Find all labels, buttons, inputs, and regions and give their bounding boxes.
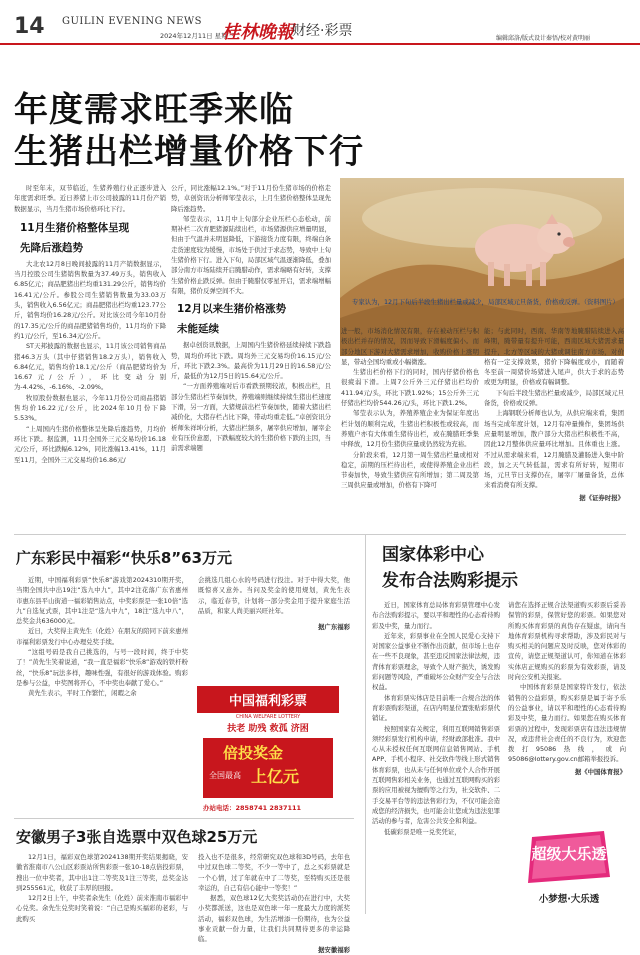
paragraph: 近期，中国福利彩票“快乐8”游戏第2024310期开奖，当期全国共中出19注“选九中九”，其中2注花落广东省惠州市惠东县平山街道一福彩销售站点，中奖彩票是一张10倍“选九”自选复式票，其中1注是“选九中九”，18注“选九中八”，总奖金共636000元。 [16, 576, 188, 626]
main-headline-line2: 生猪出栏增量价格下行 [14, 132, 364, 172]
paragraph: 公斤，同比涨幅12.1%。”对于11月份生猪市场的价格走势，卓创资讯分析师邹莹表示，上月生猪价格整体呈现先降后涨趋势。 [171, 184, 331, 213]
paragraph: 能；与此同时，西南、华南等地腌腊陆续进入高峰期，腌带量有提升可能，西南区域大猪需求量提升，北方等区域的大猪或调往南方市场，对价格有一定支撑效果，猪价下降幅度或小，而随着冬至前一周猪价场猪进入尾声，供大于求的态势或更为明显，价格或有幅调整。 [484, 327, 624, 387]
paragraph: 12月2日上午，中奖者余先生（化姓）前来淮南市福彩中心兑奖。余先生兑奖时笑着说：“自己是购买福彩的老彩，与此购买 [16, 894, 188, 923]
article-source: 据《中国体育报》 [574, 767, 626, 776]
subheading-red: 先降后涨趋势 [20, 241, 83, 254]
ad-brand: 中国福利彩票 [228, 694, 307, 709]
paragraph: 体育彩票实体店是目前唯一合规合法的体育彩票购彩渠道，在店内明显位置张贴彩票代销证。 [372, 693, 500, 723]
paragraph: 近日，大奖得主黄先生（化姓）在朋友的陪同下前来惠州市福利彩票发行中心办理兑奖手续。 [16, 627, 188, 646]
paper-name-en: GUILIN EVENING NEWS [62, 16, 203, 27]
article4-col1 [372, 600, 500, 837]
subheading: 12月以来生猪价格涨势 [177, 303, 287, 316]
article-source: 据广东福彩 [318, 623, 350, 632]
lotto-title: 超级大乐透 [531, 845, 607, 863]
article3-title: 安徽男子3张自选票中双色球25万元 [16, 828, 258, 846]
paragraph: 12月1日，福彩双色球第2024138期开奖结果揭晓，安徽省淮南市八公山区彩票站所售彩票一张10-18点倍投彩票，搜出一位中奖者，其中出1注二等奖及1注三等奖，总奖金达到255561元，收获了丰厚的回报。 [16, 853, 188, 892]
paragraph: ST天邦披露的数据也显示，11月该公司销售商品猪46.3万头（其中仔猪销售18.2万头），销售收入6.84亿元，销售均价18.1元/公斤（商品肥猪均价为16.67元/公斤），环比变动分别为-4.42%、-6.16%、-2.09%。 [14, 342, 166, 392]
paragraph: 大北农12月8日晚间披露的11月产销数据显示，当月控股公司生猪销售数量为37.49万头，销售收入6.85亿元；商品肥猪出栏均重131.29公斤，销售均价16.41元/公斤。参股公司生猪销售数量为33.03万头，销售收入6.56亿元；商品肥猪出栏均重123.77公斤，销售均价16.28元/公斤。对比该公司今年10月份的17.35元/公斤的商品肥猪销售均价，11月均价下降约1元/公斤，至16.34元/公斤。 [14, 259, 166, 340]
article-source: 据《证券时报》 [579, 493, 624, 502]
article2-col2 [198, 575, 350, 632]
paragraph: 牧原股份数据也显示，今年11月份公司商品猪销售均价16.22元/公斤，比2024年10月份下降5.53%。 [14, 393, 166, 423]
column-divider [365, 534, 366, 914]
paragraph: 中国体育彩票是国家特许发行，依法销售的公益彩票，购买彩票是属于寄予乐的公益事业，请以平和理性的心态看待购彩及中奖，量力而行。如果您在购买体育彩票的过程中，发现彩票店有违法违规情况，或违背社会责任的不良行为，欢迎您拨打95086热线，或向95086@lottery.gov.cn邮箱举报投诉。 [508, 683, 626, 764]
paragraph: “一方面养殖端对后市看跌预期较浓，积极出栏，且部分生猪出栏节奏加快，养殖端则继续持续生猪出栏速度下滑，另一方面，大猪规前出栏节奏加快，随着大猪出栏减价化，大猪存栏占比下降，带动均重走低。”卓创资讯分析师朱祥坤分析，大猪出栏频多，屠宰供应增加，屠宰企业有压价意愿，下跌幅度较大的生猪价格下跌的主因，当前需求端题 [171, 382, 331, 453]
main-article-col2 [171, 183, 331, 454]
paragraph: 分阶段来看，12月第一周生猪出栏量或相对稳定，前期的压栏待出栏，或使得养殖企业出栏节奏加快，导致生猪供应有所增加；第二周及第三周供应量或增加，价格有下降可 [341, 450, 479, 490]
ad-phone-row [203, 803, 333, 812]
paragraph: 下旬后半段生猪出栏量或减少，局部区域元旦备货，价格或反弹。 [484, 388, 624, 408]
ad-slogan: 扶老 助残 救孤 济困 [227, 724, 309, 734]
paragraph: 邹莹表示认为，养殖养殖企业为保证年度出栏计划的顺利完成，生猪出栏积极性或较高，而养殖户亦有大体重生猪待出栏，或在腌腊旺季集中释放，12月份生猪供应量或仍然较为充裕。 [341, 409, 479, 449]
lotto-tagline: 小梦想·大乐透 [538, 894, 600, 905]
main-headline-line1: 年度需求旺季来临 [14, 90, 294, 130]
paragraph: 近日，国家体育总局体育彩票管理中心发布合法购彩提示，要以平和理性的心态看待购彩及中奖，量力而行。 [372, 601, 500, 630]
super-lotto-logo [522, 829, 614, 907]
paragraph: 进一般，市场消化情况有限，存在被动压栏与积极出栏并存的情况，因而导致下滑幅度偏小。而部分地区下游对大猪需求增加，收购价格上涨明显，带动全国均重或小幅微涨。 [341, 327, 479, 366]
main-article-col4 [484, 326, 624, 503]
welfare-lottery-ad [197, 686, 339, 820]
section-divider [14, 818, 354, 819]
article4-title-line2: 发布合法购彩提示 [382, 571, 518, 591]
page-number: 14 [14, 14, 45, 39]
main-article-col3 [341, 326, 479, 491]
paragraph: “上周国内生猪价格整体呈先降后涨趋势，月均价环比下跌。据监测，11月全国外三元交易均价16.18元/公斤，环比跌幅6.12%，同比涨幅13.41%，11月至11月，全国外三元交易均价16.86元/ [14, 424, 166, 464]
paragraph: 生猪出栏价格下行的同时，国内仔猪价格也很疲弱下滑。上周7公斤外三元仔猪出栏均价411.94元/头，环比下跌1.92%；15公斤外三元仔猪出栏均价544.26元/头，环比下跌1.2%。 [341, 368, 479, 408]
ad-phone: 2858741 2837111 [235, 804, 302, 812]
section-divider [14, 534, 626, 535]
paragraph: 投入也不是很多，经常研究双色球和3D号码，去年也中过双色球二等奖，不少一等中了，总之买彩票就是一个心情，过了年就在中了二等奖，至特购买还是很幸运的，自己有信心能中一等奖！” [198, 853, 350, 892]
ad-subtitle: 全国最高 [209, 771, 241, 780]
section-name: 财经·彩票 [292, 23, 353, 39]
ad-phone-label: 办站电话： [203, 804, 236, 812]
article2-title: 广东彩民中福彩“快乐8”63万元 [16, 549, 233, 567]
paragraph: 近年来，彩票事业在全国人民爱心支持下对国家公益事业不断作出贡献，但市场上也存在一些不良现象，甚至违反国家法律法规，违背体育彩票理念，导致个人财产损失，诱发购彩问题等风险，严重破坏公众财产安全与合法权益。 [372, 631, 500, 692]
ad-promo [203, 738, 333, 798]
article-source: 据安徽福彩 [318, 945, 350, 954]
paragraph: 黄先生表示，平时工作繁忙，闲暇之余 [28, 689, 137, 698]
article3-col2 [198, 852, 350, 955]
paragraph: 按照国家有关规定，利用互联网销售彩票须经彩票发行机构申请，经财政部批准。我中心从未授权任何互联网信息销售网站、手机APP、手机小程序、社交软件等线上形式销售体育彩票，也从未与任何单位或个人合作开展互联网售彩相关业务，也通过互联网购买的彩票的应用被视为擅购等之行为，社交软件、二手交易平台等的违法售彩行为，不仅可能会造成您的经济损失，也可能会让您成为违法犯罪活动的参与者，危害公共安全和利益。 [372, 724, 500, 826]
paragraph: 据悉，双色球12亿大奖奖活动仍在进行中，大奖小奖都派送，这也是双色球一年一度最大力度的派奖活动，福彩双色球，为生活增添一份期待，也为公益事业贡献一份力量，让我们共同期待更多的幸运降临。 [198, 894, 350, 944]
editors-credit: 编辑邱洛/版式设计秦悟/校对黄明丽 [496, 35, 591, 42]
paragraph: “这组号码是我自己挑选的，与号一段时间，终于中奖了！”黄先生笑着说道，“我一直是福彩“快乐8”游戏的铁杆粉丝，“快乐8”玩法多样，趣味性强，有很好的游戏体验。购彩是参与公益，中奖图将开心，不中奖也奉献了爱心。” [16, 648, 188, 687]
ad-title: 倍投奖金 [223, 744, 284, 762]
issue-date: 2024年12月11日 星期三 [160, 32, 235, 40]
main-article-col1 [14, 183, 166, 465]
ad-brand-en: CHINA WELFARE LOTTERY [235, 714, 301, 720]
subheading-red: 未能延续 [177, 323, 219, 336]
article4-col2 [508, 600, 626, 777]
article2-col1 [16, 575, 188, 699]
paragraph: 上海钢联分析师也认为，从供应端来看，集团场当完成年度计划，12月有冲量操作，集团场供应量明显增加，散户部分大猪出栏积极性不高，因此12月整体供应量环比增加。且体重也上涨。不过从需求端来看，12月腌腊及灌肠进入集中阶段，加之天气转低温，需求有所好转，短期市场，元旦节日支撑仍在，屠宰厂屠量备货，总体来看消费有所支撑。 [484, 409, 624, 490]
paragraph: 邹莹表示，11月中上旬部分企业压栏心态松动，前期补栏二次育肥猪源陆续出栏，市场猪源供应增量明显，但由于气温并未明显降低，下游接货力度有限，终端白条走货速度较为缓慢，市场处于供过于求态势，导致中上旬生猪价格下行。进入下旬，局部区域气温逐渐降低，叠加部分南方市场陆续开启腌腊动作，需求端略有好转，支撑生猪价格止跌反弹。但由于腌腊仅零星开启，需求端增幅有限，猪价反弹空间不大。 [171, 214, 331, 295]
paragraph: 低碳彩票是唯一兑奖凭证， [384, 827, 461, 836]
paragraph: 时至年末，双节临近，生猪养殖行业正逐步进入年度需求旺季。近日养猪上市公司披露的11月份产销数据显示，当月生猪市场价格环比下行。 [14, 184, 166, 213]
ad-banner [197, 686, 339, 713]
paragraph: 据卓创资讯数据，上周国内生猪价格延续持续下跌趋势，周均价环比下跌。周均外三元交易均价16.15元/公斤，环比下跌2.3%。最高价为11月29日的16.58元/公斤，最低价为12月5日的15.64元/公斤。 [171, 341, 331, 381]
paragraph: 会挑选几组心水的号码进行投注。对于中得大奖，他既惊喜又意外。当问及奖金的使用规划，黄先生表示，临近春节，计划将一部分奖金用于提升家庭生活品质，和家人尚美丽兴旺社年。 [198, 576, 350, 615]
ad-amount: 上亿元 [251, 767, 300, 786]
photo-caption: 专家认为，12月下旬后半段生猪出栏量或减少，局部区域元旦备货，价格或反弹。（资料图片） [352, 298, 619, 306]
paragraph: 请您在选择正规合法渠道购买彩票后妥善保管的彩票，保管好您的彩票。如果您对所购买体育彩票的真伪存在疑虑，请向当地体育彩票机构寻求帮助，涉及彩民对与购买相关的问题应及时反映，您对体彩的宣传，请您正规渠道认可，你知道在体彩实体店正规购买的彩票为有效彩票，请及时向公安机关报案。 [508, 601, 626, 682]
subheading: 11月生猪价格整体呈现 [20, 221, 130, 234]
newspaper-logo: 桂林晚報 [222, 22, 294, 43]
article4-title-line1: 国家体彩中心 [382, 545, 484, 565]
article3-col1 [16, 852, 188, 924]
